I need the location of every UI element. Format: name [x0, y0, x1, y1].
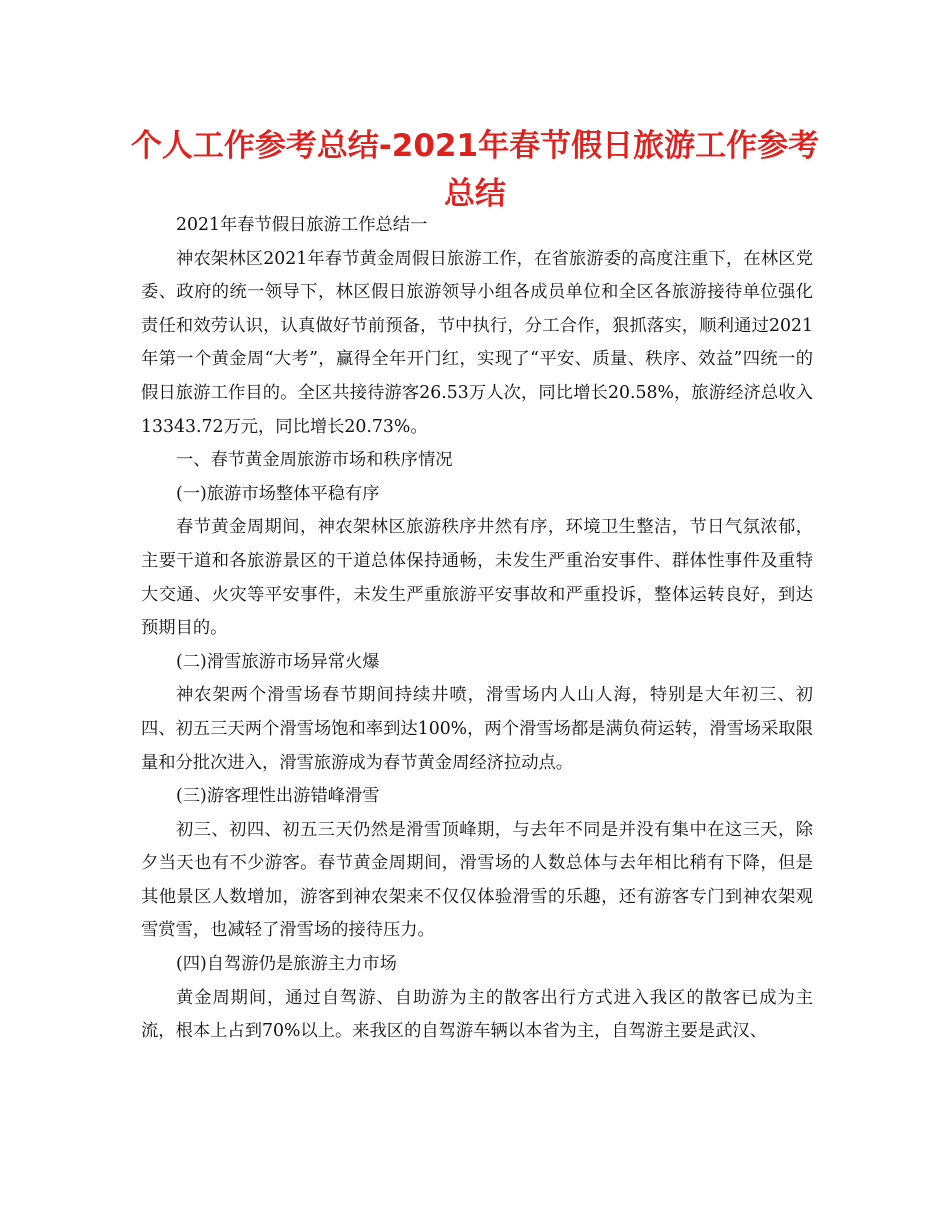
subsection-heading-3: (三)游客理性出游错峰滑雪: [176, 786, 380, 807]
document-body: [141, 209, 813, 1049]
paragraph-intro: 神农架林区2021年春节黄金周假日旅游工作，在省旅游委的高度注重下，在林区党委、政府的统一领导下，林区假日旅游领导小组各成员单位和全区各旅游接待单位强化责任和效劳认识，认真做好节前预备，节中执行，分工合作，狠抓落实，顺利通过2021年第一个黄金周“大考”，赢得全年开门红，实现了“平安、质量、秩序、效益”四统一的假日旅游工作目的。全区共接待游客26.53万人次，同比增长20.58%，旅游经济总收入13343.72万元，同比增长20.73%。: [141, 248, 813, 437]
subsection-heading-1: (一)旅游市场整体平稳有序: [176, 483, 380, 504]
document-title: 个人工作参考总结-2021年春节假日旅游工作参考总结: [130, 128, 820, 212]
paragraph-subtitle: 2021年春节假日旅游工作总结一: [176, 215, 428, 235]
paragraph: 春节黄金周期间，神农架林区旅游秩序井然有序，环境卫生整洁，节日气氛浓郁，主要干道和各旅游景区的干道总体保持通畅，未发生严重治安事件、群体性事件及重特大交通、火灾等平安事件，未发生严重旅游平安事故和严重投诉，整体运转良好，到达预期目的。: [141, 517, 813, 639]
paragraph: 神农架两个滑雪场春节期间持续井喷，滑雪场内人山人海，特别是大年初三、初四、初五三天两个滑雪场饱和率到达100%，两个滑雪场都是满负荷运转，滑雪场采取限量和分批次进入，滑雪旅游成为春节黄金周经济拉动点。: [141, 685, 813, 773]
section-heading-1: 一、春节黄金周旅游市场和秩序情况: [176, 450, 453, 471]
subsection-heading-4: (四)自驾游仍是旅游主力市场: [176, 954, 397, 975]
subsection-heading-2: (二)滑雪旅游市场异常火爆: [176, 651, 380, 672]
paragraph: 黄金周期间，通过自驾游、自助游为主的散客出行方式进入我区的散客已成为主流，根本上占到70%以上。来我区的自驾游车辆以本省为主，自驾游主要是武汉、: [141, 987, 813, 1042]
paragraph: 初三、初四、初五三天仍然是滑雪顶峰期，与去年不同是并没有集中在这三天，除夕当天也有不少游客。春节黄金周期间，滑雪场的人数总体与去年相比稍有下降，但是其他景区人数增加，游客到神农架来不仅仅体验滑雪的乐趣，还有游客专门到神农架观雪赏雪，也减轻了滑雪场的接待压力。: [141, 819, 813, 941]
